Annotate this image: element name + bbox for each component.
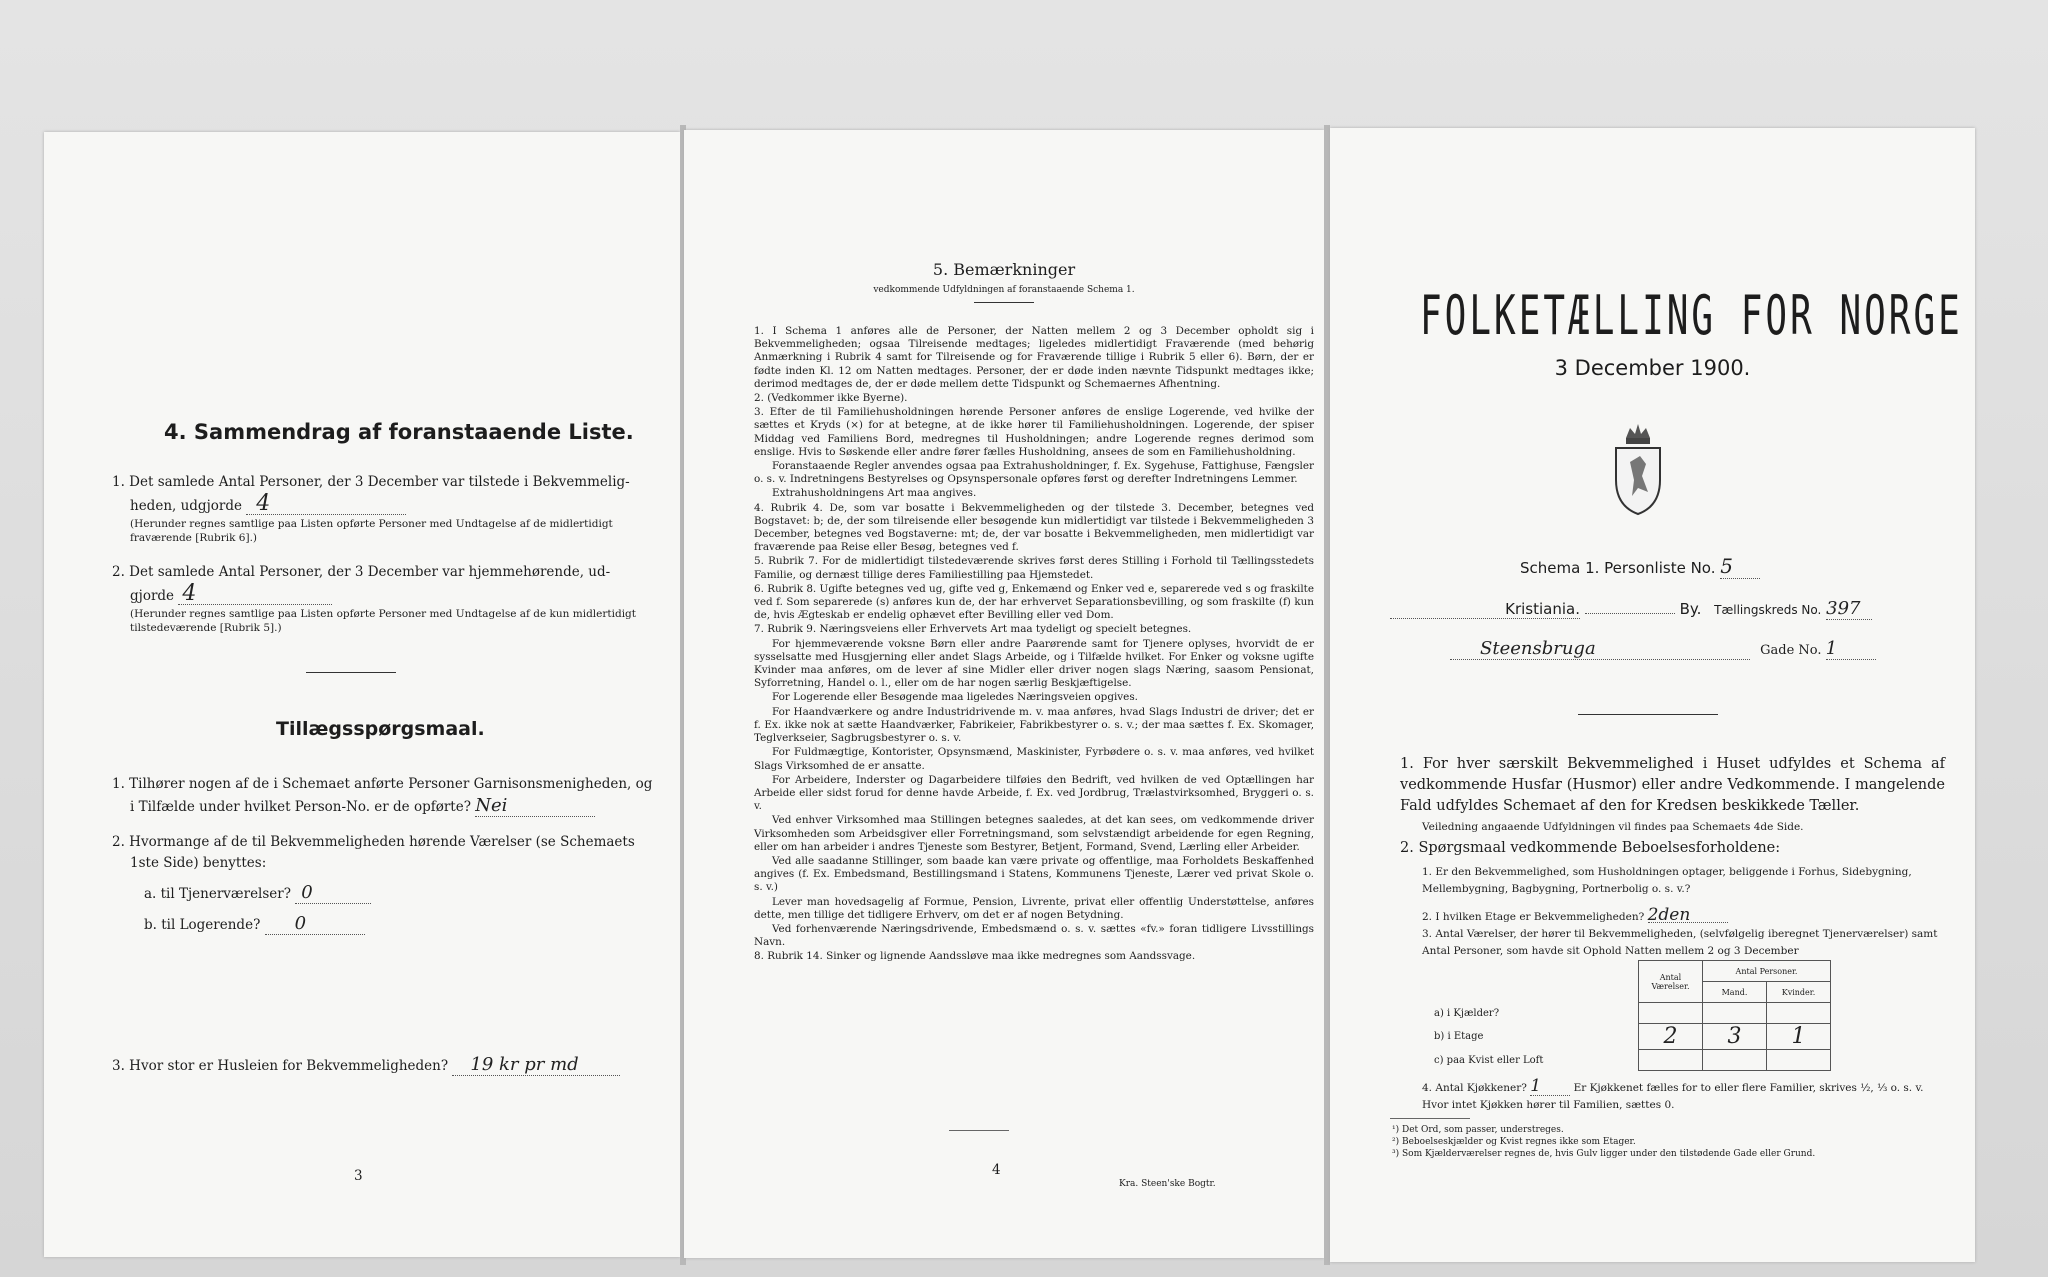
footnote-rule [1390,1118,1470,1119]
s1-text2: i Tilfælde under hvilket Person-No. er de opførte? [130,799,471,815]
s2a-answer: 0 [295,882,371,904]
street: Steensbruga [1450,638,1750,660]
row-label: b) i Etage [1434,1031,1484,1042]
q1-text2: heden, udgjorde [130,498,242,514]
page-left [44,132,680,1257]
q1 [112,472,652,545]
s3 [112,1054,657,1077]
s2-text2: 1ste Side) benyttes: [130,855,267,871]
instruction-1-note: Veiledning angaaende Udfyldningen vil findes paa Schemaets 4de Side. [1422,821,1804,833]
footnotes [1392,1124,1815,1160]
remark-item: 8. Rubrik 14. Sinker og lignende Aandssløve maa ikke medregnes som Aandssvage. [754,950,1196,963]
remarks-divider [974,302,1034,303]
by-label: By. [1679,600,1702,618]
page-number-middle: 4 [992,1162,1001,1178]
q2-4-answer: 1 [1530,1078,1570,1096]
q1-answer: 4 [246,493,406,515]
printer-mark: Kra. Steen'ske Bogtr. [1119,1179,1216,1189]
s2b-answer: 0 [265,913,365,935]
footnote: ²) Beboelseskjælder og Kvist regnes ikke som Etager. [1392,1137,1636,1147]
row-women: 1 [1767,1024,1831,1050]
schema-line [1520,554,1760,579]
s3-answer: 19 kr pr md [452,1054,620,1076]
remarks-subtitle: vedkommende Udfyldningen af foranstaaende Schema 1. [873,285,1135,295]
th-women: Kvinder. [1767,982,1831,1003]
s3-text: 3. Hvor stor er Husleien for Bekvemmeligheden? [112,1058,449,1074]
divider-left [306,672,396,673]
q2-2-text: 2. I hvilken Etage er Bekvemmeligheden? [1422,911,1645,923]
remark-item: Ved forhenværende Næringsdrivende, Embedsmænd o. s. v. sættes «fv.» foran tidligere Livsstillings Navn. [754,922,1314,949]
kreds-no: 397 [1826,598,1872,620]
q1-text: 1. Det samlede Antal Personer, der 3 December var tilstede i Bekvemmelig- [112,474,630,490]
remark-item: Foranstaaende Regler anvendes ogsaa paa Extrahusholdninger, f. Ex. Sygehuse, Fattighuse, Fængsler o. s. v. Indretningens Bestyrelses og Opsynspersonale opføres først og derefter Indretningens Lemmer. [754,460,1314,486]
remark-item: Extrahusholdningens Art maa angives. [772,487,977,500]
remark-item: Ved enhver Virksomhed maa Stillingen betegnes saaledes, at det kan sees, om vedkommende driver Virksomheden som Arbeidsgiver eller Forretningsmand, som selvstændigt arbeidende for egen Regning, eller om han arbeider i andres Tjeneste som Bestyrer, Betjent, Formand, Svend, Lærling eller Arbeider. [754,814,1314,853]
remarks-title: 5. Bemærkninger [932,260,1076,279]
gade-label: Gade No. [1760,643,1822,658]
s2 [112,832,657,936]
remark-item: Lever man hovedsagelig af Formue, Pension, Livrente, privat eller offentlig Understøttelse, anføres dette, men tillige det tidligere Erhverv, om det er af nogen Betydning. [754,895,1314,921]
th-persons: Antal Personer. [1703,961,1831,982]
kreds-label: Tællingskreds No. [1714,603,1822,617]
q2-1: 1. Er den Bekvemmelighed, som Husholdningen optager, beliggende i Forhus, Sidebygning, Mellembygning, Bagbygning, Portnerbolig o. s. v.? [1422,866,1912,895]
supplementary-title: Tillægsspørgsmaal. [276,718,485,740]
remark-item: 4. Rubrik 4. De, som var bosatte i Bekvemmeligheden og der tilstede 3. December, betegnes ved Bogstavet: b; de, der som tilreisende eller besøgende kun midlertidigt var tilstede i Bekvemmeligheden 3 December, betegnes ved Bogstaverne: mt; de, der var bosatte i Bekvemmeligheden, men midlertidigt var fraværende paa Reise eller Besøg, betegnes ved f. [754,501,1314,554]
q2-2 [1422,905,1728,925]
row-rooms [1639,1003,1703,1024]
remark-item: Ved alle saadanne Stillinger, som baade kan være private og offentlige, maa Forholdets Beskaffenhed angives (f. Ex. Embedsmand, Bestillingsmand i Statens, Kommunens Tjeneste, Lærer ved privat Skole o. s. v.) [754,854,1314,894]
q2-text2: gjorde [130,588,175,604]
q2-2-answer: 2den [1648,908,1728,923]
remark-item: 2. (Vedkommer ikke Byerne). [754,392,908,405]
row-label: a) i Kjælder? [1434,1007,1500,1019]
gade-no: 1 [1826,638,1876,660]
personliste-no: 5 [1720,554,1760,579]
q2-text: 2. Det samlede Antal Personer, der 3 December var hjemmehørende, ud- [112,564,611,580]
city: Kristiania. [1390,600,1580,619]
summary-title: 4. Sammendrag af foranstaaende Liste. [164,420,634,444]
s1 [112,774,657,818]
footnote: ³) Som Kjælderværelser regnes de, hvis Gulv ligger under den tilstødende Gade eller Grund. [1392,1149,1816,1159]
remark-item: For Fuldmægtige, Kontorister, Opsynsmænd, Maskinister, Fyrbødere o. s. v. maa anføres, ved hvilket Slags Virksomhed de er ansatte. [754,746,1314,772]
remark-item: 7. Rubrik 9. Næringsveiens eller Erhvervets Art maa tydeligt og specielt betegnes. [754,623,1192,636]
footnote: ¹) Det Ord, som passer, understreges. [1392,1125,1564,1135]
q2 [112,562,652,635]
remark-item: 6. Rubrik 8. Ugifte betegnes ved ug, gifte ved g, Enkemænd og Enker ved e, separerede ved s og fraskilte ved f. Som separerede (s) anføres kun de, der har erhvervet Separationsbevilling, og som fraskilte (f) kun de, hvis Ægteskab er endelig ophævet efter Bevilling eller ved Dom. [754,582,1314,622]
th-rooms: Antal Værelser. [1639,961,1703,1003]
remark-item: For Haandværkere og andre Industridrivende m. v. maa anføres, hvad Slags Industri de driver; det er f. Ex. ikke nok at sætte Haandværker, Fabrikeier, Fabrikbestyrer o. s. v.; der maa sættes f. Ex. Skomager, Teglverkseier, Sagbrugsbestyrer o. s. v. [754,705,1314,745]
remark-item: 1. I Schema 1 anføres alle de Personer, der Natten mellem 2 og 3 December opholdt sig i Bekvemmeligheden; ogsaa Tilreisende medtages; ligeledes midlertidigt Fraværende (med behørig Anmærkning i Rubrik 4 samt for Tilreisende og for Fraværende tillige i Rubrik 5 eller 6). Børn, der er fødte inden Kl. 12 om Natten medtages. Personer, der er døde inden nævnte Tidspunkt medtages ikke; derimod medtages de, der er døde mellem dette Tidspunkt og Schemaernes Afhentning. [754,325,1314,390]
q2-3: 3. Antal Værelser, der hører til Bekvemmeligheden, (selvfølgelig iberegnet Tjenerværelser) samt Antal Personer, som havde sit Ophold Natten mellem 2 og 3 December [1422,928,1938,957]
page-number-left: 3 [354,1168,363,1184]
row-men [1703,1050,1767,1071]
schema-label: Schema 1. Personliste No. [1520,559,1716,577]
row-women [1767,1050,1831,1071]
coat-of-arms-icon [1610,418,1666,518]
remark-item: 3. Efter de til Familiehusholdningen hørende Personer anføres de enslige Logerende, ved hvilke der sættes et Kryds (×) for at betegne, at de ikke hører til Familiehusholdningen. Logerende, der spiser Middag ved Familiens Bord, medregnes til Husholdningen; andre Logerende regnes derimod som enslige. Hvis to Søskende eller andre fører fælles Husholdning, ansees de som en Familiehusholdning. [754,406,1314,458]
street-line [1450,638,1930,660]
th-men: Mand. [1703,982,1767,1003]
row-men: 3 [1703,1024,1767,1050]
s1-text: 1. Tilhører nogen af de i Schemaet anførte Personer Garnisonsmenigheden, og [112,776,653,792]
q2-note: (Herunder regnes samtlige paa Listen opførte Personer med Undtagelse af de kun midlertidigt tilstedeværende [Rubrik 5].) [130,608,636,634]
right-divider [1578,714,1718,715]
instruction-1: 1. For hver særskilt Bekvemmelighed i Huset udfyldes et Schema af vedkommende Husfar (Husmor) eller andre Vedkommende. I mangelende Fald udfyldes Schemaet af den for Kredsen beskikkede Tæller. [1400,756,1945,814]
row-men [1703,1003,1767,1024]
row-rooms [1639,1050,1703,1071]
q2-4 [1422,1078,1942,1114]
q2-answer: 4 [178,583,332,605]
location-line [1390,598,1950,620]
remarks-list [754,325,1314,965]
q2-4-text: 4. Antal Kjøkkener? [1422,1082,1527,1094]
census-date: 3 December 1900. [1554,356,1751,380]
bottom-ornament [949,1130,1009,1131]
q2-4-rest: Er Kjøkkenet fælles for to eller flere Familier, skrives ½, ⅓ o. s. v. Hvor intet Kjøkken hører til Familien, sættes 0. [1422,1082,1924,1111]
instruction-2: 2. Spørgsmaal vedkommende Beboelsesforholdene: [1400,840,1781,856]
census-title: FOLKETÆLLING FOR NORGE [1420,286,1963,348]
rooms-persons-table [1430,960,1831,1071]
remark-item: For Arbeidere, Inderster og Dagarbeidere tilføies den Bedrift, ved hvilken de ved Optællingen har Arbeide eller sidst forud for denne havde Arbeide, f. Ex. ved Jordbrug, Trælastvirksomhed, Bryggeri o. s. v. [754,773,1314,813]
remark-item: 5. Rubrik 7. For de midlertidigt tilstedeværende skrives først deres Stilling i Forhold til Tællingsstedets Familie, og dernæst tillige deres Familiestilling paa Hjemstedet. [754,555,1314,581]
remark-item: For Logerende eller Besøgende maa ligeledes Næringsveien opgives. [772,691,1138,704]
s1-answer: Nei [475,795,595,817]
s2b-label: b. til Logerende? [144,917,261,933]
s2a-label: a. til Tjenerværelser? [144,886,291,902]
remark-item: For hjemmeværende voksne Børn eller andre Paarørende samt for Tjenere oplyses, hvorvidt de er sysselsatte med Husgjerning eller andet Slags Arbeide, og i Tilfælde hvilket. For Enker og voksne ugifte Kvinder maa anføres, om de lever af sine Midler eller driver nogen slags Næring, saasom Pensionat, Syforretning, Handel o. l., eller om de har nogen særlig Beskjæftigelse. [754,637,1314,690]
row-label: c) paa Kvist eller Loft [1434,1054,1544,1066]
page-middle [684,130,1324,1258]
row-rooms: 2 [1639,1024,1703,1050]
page-right [1330,128,1975,1262]
row-women [1767,1003,1831,1024]
s2-text: 2. Hvormange af de til Bekvemmeligheden hørende Værelser (se Schemaets [112,834,635,850]
q1-note: (Herunder regnes samtlige paa Listen opførte Personer med Undtagelse af de midlertidigt fraværende [Rubrik 6].) [130,518,613,544]
